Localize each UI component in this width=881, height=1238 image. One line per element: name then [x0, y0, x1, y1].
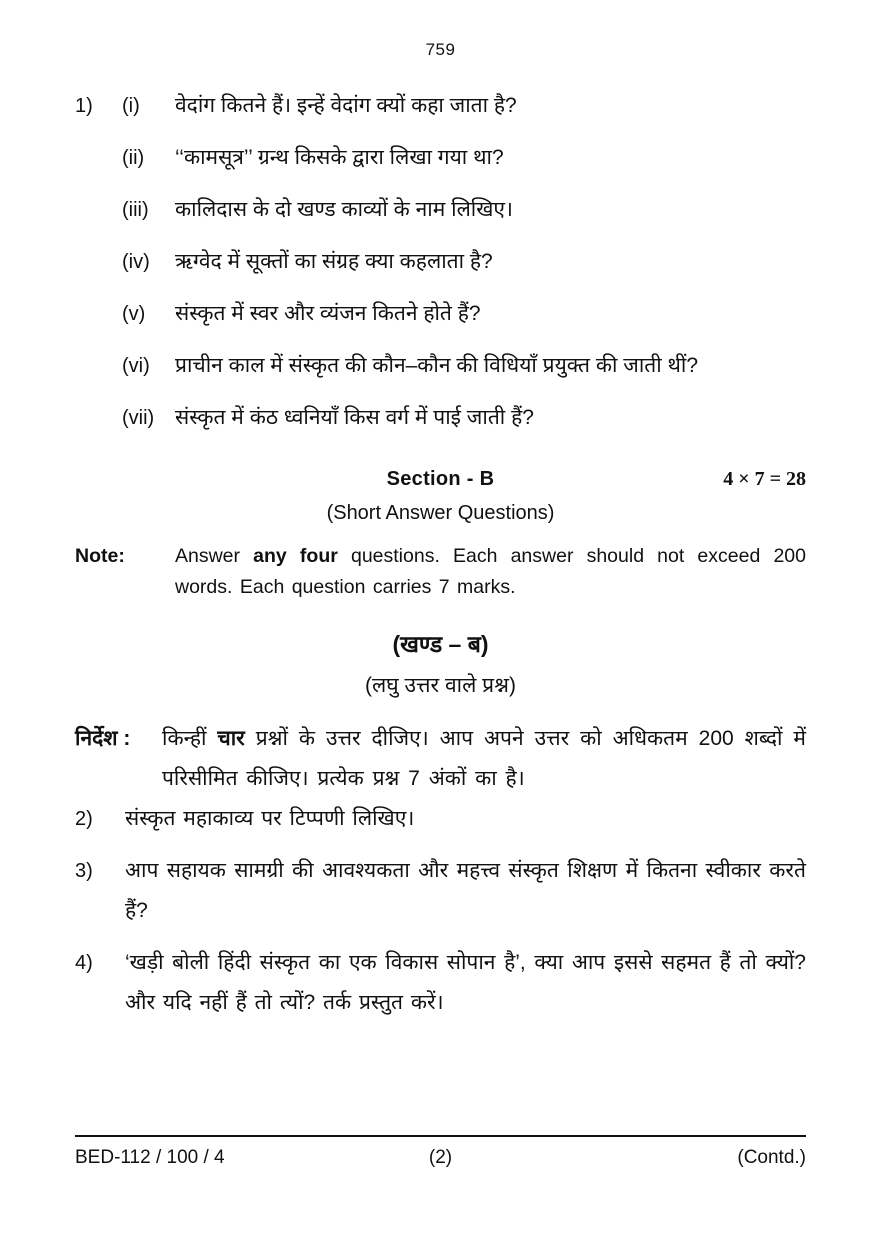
sub-question-text: संस्कृत में स्वर और व्यंजन कितने होते हैं? [175, 302, 481, 325]
instruction-text [162, 719, 806, 799]
sub-question-text: ऋग्वेद में सूक्तों का संग्रह क्या कहलाता है? [175, 250, 493, 273]
sub-question-label: (vii) [122, 407, 155, 429]
hindi-section-subtitle: (लघु उत्तर वाले प्रश्न) [365, 674, 516, 697]
instruction-text-post: प्रश्नों के उत्तर दीजिए। आप अपने उत्तर को अधिकतम 200 शब्दों में परिसीमित कीजिए। प्रत्येक प्रश्न 7 अंकों का है। [162, 727, 806, 790]
section-marks: 4 × 7 = 28 [723, 468, 806, 490]
question-text: संस्कृत महाकाव्य पर टिप्पणी लिखिए। [125, 807, 415, 830]
note-text [175, 541, 806, 603]
sub-question-row [75, 242, 806, 282]
sub-question-text: संस्कृत में कंठ ध्वनियाँ किस वर्ग में पाई जाती हैं? [175, 406, 534, 429]
sub-question-row [75, 190, 806, 230]
page-number: 759 [425, 40, 456, 59]
hindi-section-title: (खण्ड – ब) [392, 631, 489, 657]
sub-question-label: (iv) [122, 251, 150, 273]
sub-question-row [75, 346, 806, 386]
sub-question-row [75, 86, 806, 126]
sub-question-row [75, 398, 806, 438]
sub-question-text: प्राचीन काल में संस्कृत की कौन–कौन की विधियाँ प्रयुक्त की जाती थीं? [175, 354, 699, 377]
note-paragraph [75, 541, 806, 603]
section-b-heading [75, 468, 806, 496]
note-text-bold: any four [253, 545, 338, 567]
sub-question-text: ‘‘कामसूत्र’’ ग्रन्थ किसके द्वारा लिखा गया था? [175, 146, 504, 169]
sub-question-label: (ii) [122, 147, 145, 169]
question-number: 4) [75, 952, 93, 974]
question-row [75, 943, 806, 1023]
note-text-pre: Answer [175, 545, 241, 567]
page-footer [75, 1135, 806, 1169]
page-content [75, 0, 806, 1035]
instruction-text-pre: किन्हीं [162, 727, 207, 750]
sub-question-text: कालिदास के दो खण्ड काव्यों के नाम लिखिए। [175, 198, 513, 221]
question-number: 3) [75, 860, 93, 882]
sub-question-label: (iii) [122, 199, 149, 221]
sub-question-label: (v) [122, 303, 146, 325]
instruction-paragraph [75, 719, 806, 799]
note-text-post: questions. Each answer should not exceed 200 words. Each question carries 7 marks. [175, 545, 806, 598]
question-number: 1) [75, 95, 93, 117]
question-number: 2) [75, 808, 93, 830]
note-label: Note: [75, 545, 125, 567]
sub-question-row [75, 294, 806, 334]
question-1-block [75, 86, 806, 438]
sub-question-label: (vi) [122, 355, 150, 377]
question-row [75, 851, 806, 931]
question-row [75, 799, 806, 839]
section-title: Section - B [386, 468, 495, 490]
sub-question-label: (i) [122, 95, 140, 117]
question-text: ‘खड़ी बोली हिंदी संस्कृत का एक विकास सोपान है’, क्या आप इससे सहमत हैं तो क्यों? और यदि नहीं हैं तो त्यों? तर्क प्रस्तुत करें। [125, 951, 806, 1014]
footer-paper-code: BED-112 / 100 / 4 [75, 1147, 225, 1168]
footer-page-indicator: (2) [428, 1147, 453, 1168]
sub-question-row [75, 138, 806, 178]
footer-contd: (Contd.) [737, 1147, 807, 1168]
instruction-text-bold: चार [217, 727, 245, 750]
question-text: आप सहायक सामग्री की आवश्यकता और महत्त्व संस्कृत शिक्षण में कितना स्वीकार करते हैं? [125, 859, 806, 922]
instruction-label: निर्देश : [75, 727, 131, 750]
sub-question-text: वेदांग कितने हैं। इन्हें वेदांग क्यों कहा जाता है? [175, 94, 517, 117]
section-subtitle: (Short Answer Questions) [326, 502, 555, 524]
